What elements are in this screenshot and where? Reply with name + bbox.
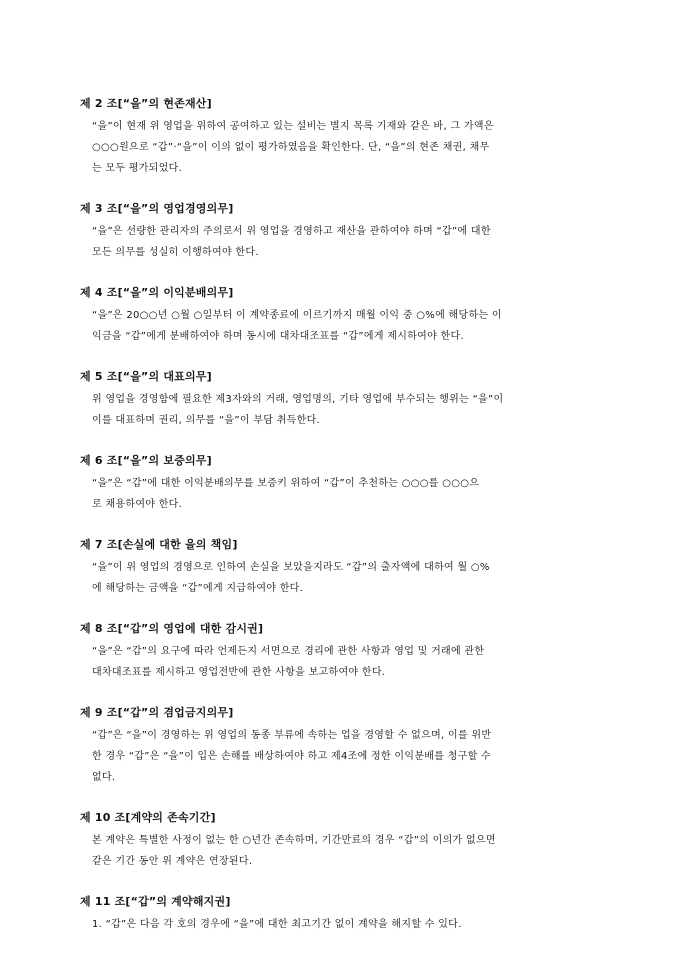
article-title: 제 10 조[계약의 존속기간]: [80, 811, 216, 824]
article-title: 제 3 조[“을”의 영업경영의무]: [80, 202, 234, 215]
body-line: “을”이 현재 위 영업을 위하여 공여하고 있는 설비는 별지 목록 기재와 같은 바, 그 가액은: [92, 121, 494, 132]
article-10: [80, 810, 608, 872]
body-line: 에 해당하는 금액을 “갑”에게 지급하여야 한다.: [92, 583, 304, 594]
article-9: [80, 705, 608, 788]
article-title: 제 11 조[“갑”의 계약해지권]: [80, 895, 231, 908]
article-body: [80, 557, 608, 599]
body-line: “을”은 선량한 관리자의 주의로서 위 영업을 경영하고 재산을 관하여야 하며 “갑”에 대한: [92, 226, 491, 237]
body-line: “갑”은 “을”이 경영하는 위 영업의 동종 부류에 속하는 업을 경영할 수 없으며, 이를 위반: [92, 730, 492, 741]
article-8: [80, 621, 608, 683]
body-line: “을”은 “갑”에 대한 이익분배의무를 보증키 위하여 “갑”이 추천하는 ○○○를 ○○○으: [92, 478, 480, 489]
article-11: [80, 894, 608, 935]
article-2: [80, 96, 608, 179]
body-line: 없다.: [92, 772, 116, 783]
body-line: ○○○원으로 “갑”·“을”이 이의 없이 평가하였음을 확인한다. 단, “을”의 현존 채권, 채무: [92, 142, 490, 153]
body-line: 익금을 “갑”에게 분배하여야 하며 동시에 대차대조표를 “갑”에게 제시하여야 한다.: [92, 331, 464, 342]
article-title: 제 9 조[“갑”의 겸업금지의무]: [80, 706, 234, 719]
body-line: “을”은 20○○년 ○월 ○일부터 이 계약종료에 이르기까지 매월 이익 중 ○%에 해당하는 이: [92, 310, 502, 321]
article-body: [80, 389, 608, 431]
article-title: 제 5 조[“을”의 대표의무]: [80, 370, 212, 383]
article-3: [80, 201, 608, 263]
body-line: 한 경우 “갑”은 “을”이 입은 손해를 배상하여야 하고 제4조에 정한 이익분배를 청구할 수: [92, 751, 492, 762]
body-line: 대차대조표를 제시하고 영업전반에 관한 사항을 보고하여야 한다.: [92, 667, 386, 678]
article-title: 제 7 조[손실에 대한 을의 책임]: [80, 538, 238, 551]
article-title: 제 8 조[“갑”의 영업에 대한 감시권]: [80, 622, 264, 635]
body-line: 는 모두 평가되었다.: [92, 163, 183, 174]
body-line: 로 채용하여야 한다.: [92, 499, 183, 510]
body-line: 이를 대표하며 권리, 의무를 “을”이 부담 취득한다.: [92, 415, 321, 426]
article-body: [80, 473, 608, 515]
body-line: 위 영업을 경영함에 필요한 제3자와의 거래, 영업명의, 기타 영업에 부수되는 행위는 “을”이: [92, 394, 504, 405]
article-5: [80, 369, 608, 431]
article-body: [80, 221, 608, 263]
body-line: 모든 의무를 성실히 이행하여야 한다.: [92, 247, 259, 258]
article-title: 제 2 조[“을”의 현존재산]: [80, 97, 212, 110]
article-title: 제 4 조[“을”의 이익분배의무]: [80, 286, 234, 299]
article-6: [80, 453, 608, 515]
body-line: “을”이 위 영업의 경영으로 인하여 손실을 보았을지라도 “갑”의 출자액에 대하여 월 ○%: [92, 562, 490, 573]
article-body: [80, 116, 608, 179]
body-line: “을”은 “갑”의 요구에 따라 언제든지 서면으로 경리에 관한 사항과 영업 및 거래에 관한: [92, 646, 485, 657]
list-item: 1. “갑”은 다음 각 호의 경우에 “을”에 대한 최고기간 없이 계약을 해지할 수 있다.: [92, 919, 462, 930]
article-body: [80, 830, 608, 872]
article-body: [80, 641, 608, 683]
article-body: [80, 725, 608, 788]
body-line: 본 계약은 특별한 사정이 없는 한 ○년간 존속하며, 기간만료의 경우 “갑”의 이의가 없으면: [92, 835, 496, 846]
article-title: 제 6 조[“을”의 보증의무]: [80, 454, 212, 467]
article-body: [80, 305, 608, 347]
body-line: 같은 기간 동안 위 계약은 연장된다.: [92, 856, 253, 867]
article-4: [80, 285, 608, 347]
article-7: [80, 537, 608, 599]
